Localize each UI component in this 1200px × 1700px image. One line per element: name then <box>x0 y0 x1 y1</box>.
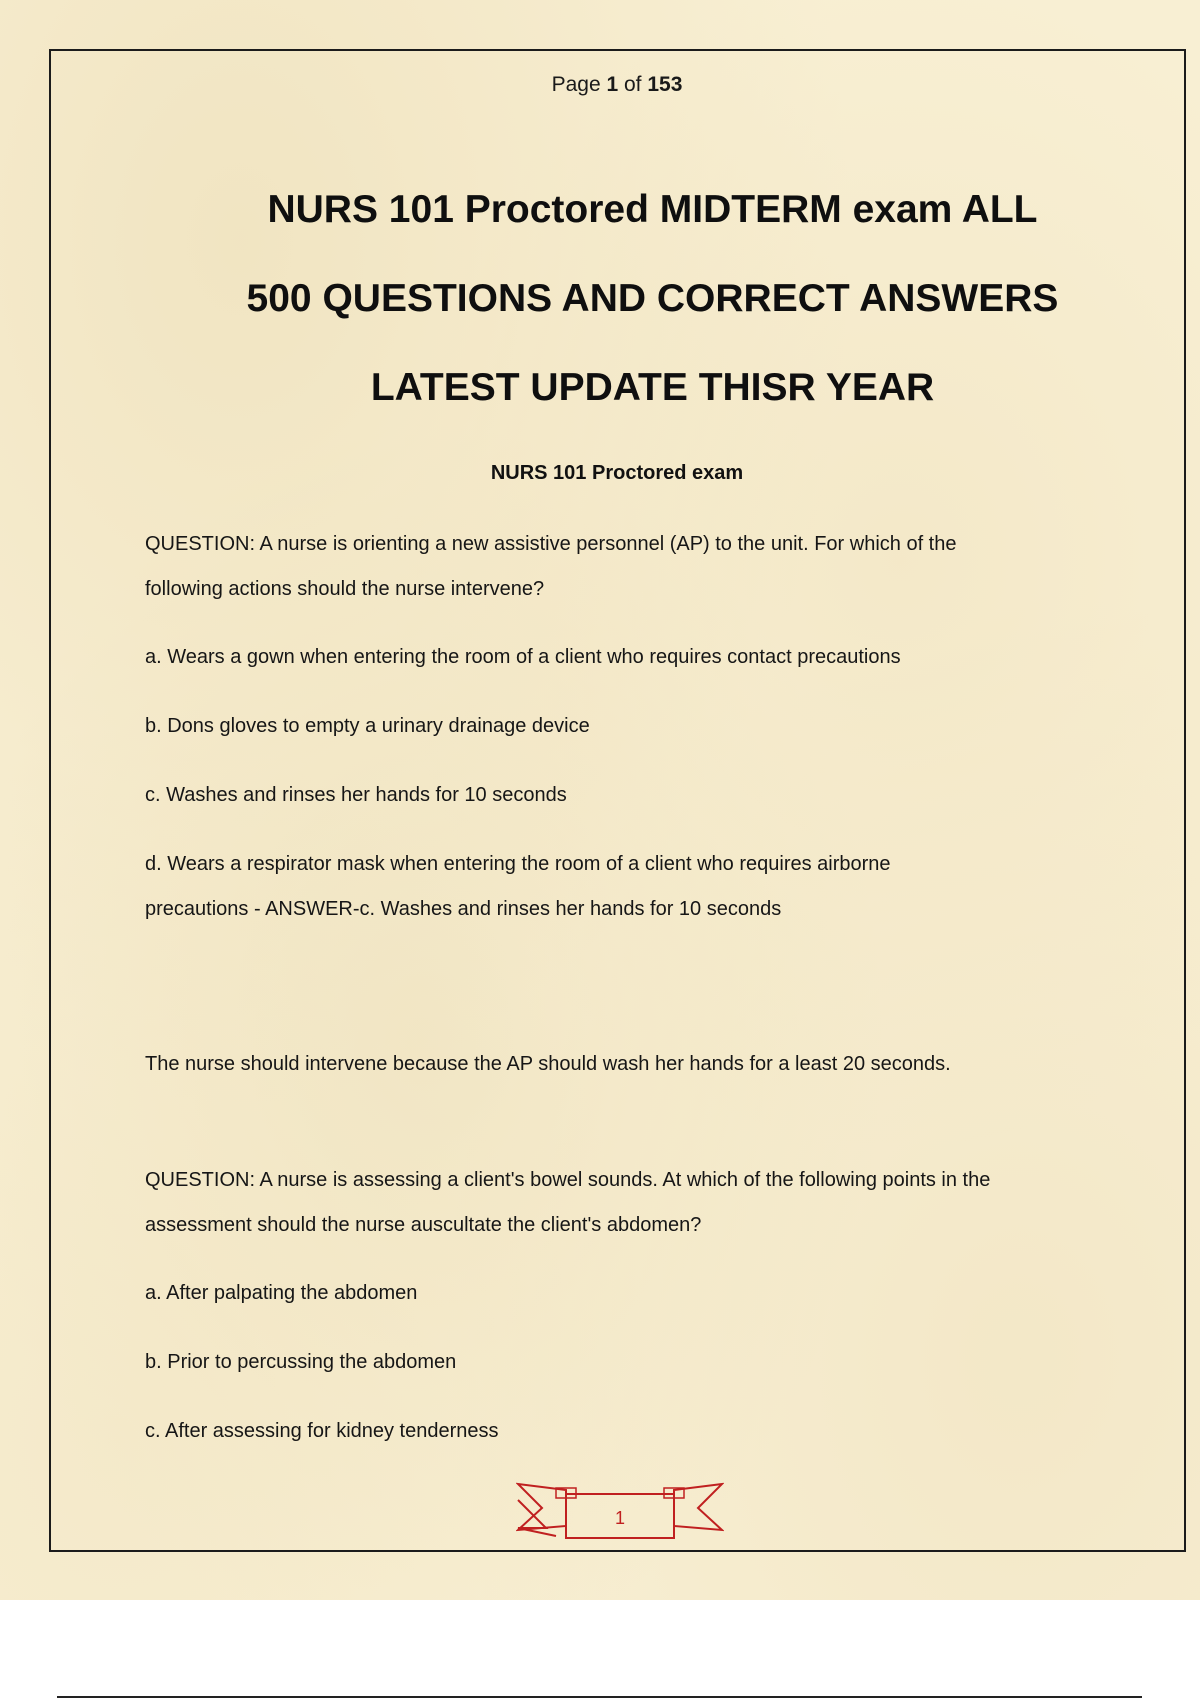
question-2-option-a: a. After palpating the abdomen <box>145 1282 418 1304</box>
section-subtitle: NURS 101 Proctored exam <box>490 462 744 484</box>
page-counter-current: 1 <box>606 73 619 96</box>
question-2-stem-line-1: QUESTION: A nurse is assessing a client's bowel sounds. At which of the following points in the <box>145 1169 991 1191</box>
question-1-answer: precautions - ANSWER-c. Washes and rinses her hands for 10 seconds <box>145 898 782 920</box>
question-1-stem <box>145 522 1095 612</box>
question-1-option-a: a. Wears a gown when entering the room of a client who requires contact precautions <box>145 646 901 668</box>
page-counter-of: of <box>624 73 642 96</box>
question-1-option-b: b. Dons gloves to empty a urinary drainage device <box>145 715 590 737</box>
question-1-option-c: c. Washes and rinses her hands for 10 seconds <box>145 784 567 806</box>
page-counter <box>0 73 1200 97</box>
title-line-3: LATEST UPDATE THISR YEAR <box>370 366 935 409</box>
question-2-stem <box>145 1158 1095 1248</box>
document-title <box>200 165 1105 432</box>
page-counter-prefix: Page <box>551 73 601 96</box>
bottom-divider <box>57 1696 1142 1698</box>
question-2-stem-line-2: assessment should the nurse auscultate the client's abdomen? <box>145 1214 702 1236</box>
question-1-option-d <box>145 842 1095 932</box>
title-line-2: 500 QUESTIONS AND CORRECT ANSWERS <box>246 277 1059 320</box>
question-1-rationale: The nurse should intervene because the AP should wash her hands for a least 20 seconds. <box>145 1053 951 1075</box>
page-counter-total: 153 <box>647 73 683 96</box>
question-1-stem-line-2: following actions should the nurse intervene? <box>145 578 545 600</box>
question-2-option-c: c. After assessing for kidney tenderness <box>145 1420 499 1442</box>
page-number: 1 <box>614 1508 625 1528</box>
question-1-option-d-line-1: d. Wears a respirator mask when entering the room of a client who requires airborne <box>145 853 891 875</box>
question-2-option-b: b. Prior to percussing the abdomen <box>145 1351 457 1373</box>
question-1-stem-line-1: QUESTION: A nurse is orienting a new assistive personnel (AP) to the unit. For which of the <box>145 533 957 555</box>
title-line-1: NURS 101 Proctored MIDTERM exam ALL <box>267 188 1038 231</box>
